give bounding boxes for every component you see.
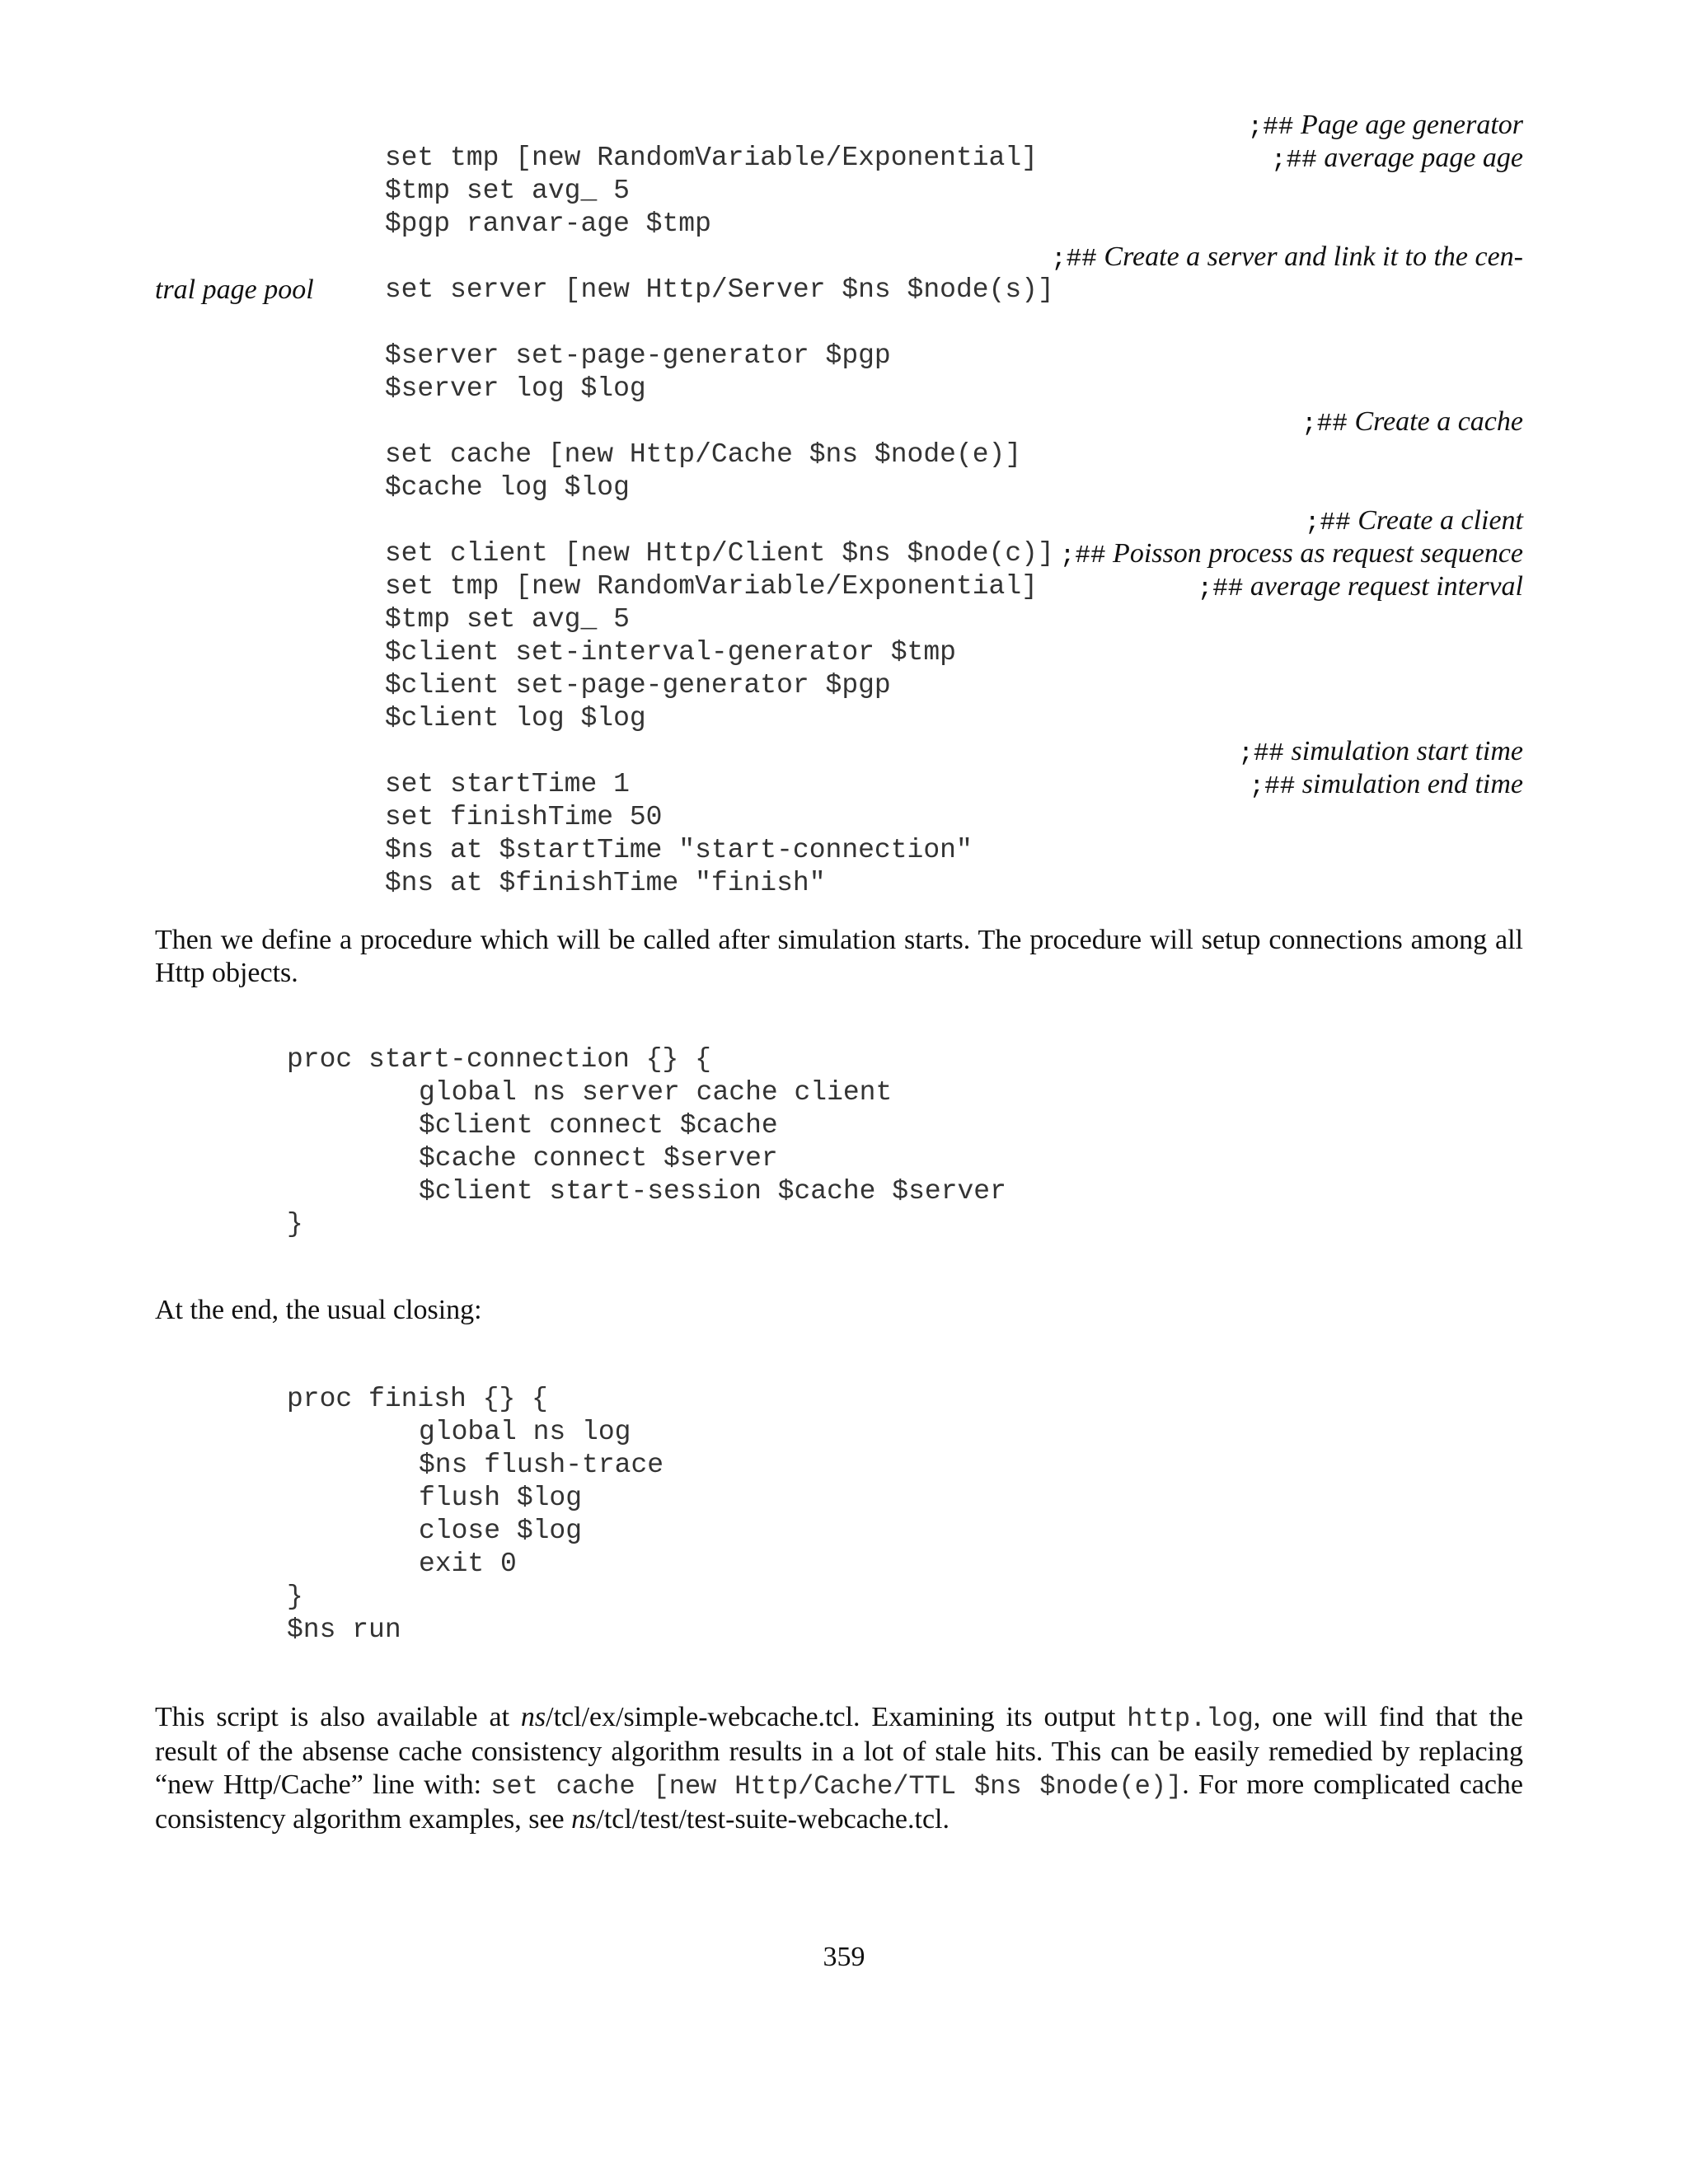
- code-text: $ns at $startTime "start-connection": [384, 835, 973, 865]
- code-comment: [1305, 504, 1523, 540]
- comment-marker: ;##: [1301, 410, 1348, 438]
- code-line: [287, 603, 1523, 668]
- code-block-finish: [287, 1383, 1523, 1647]
- code-text: $client set-interval-generator $tmp: [384, 637, 956, 668]
- comment-marker: ;##: [1059, 541, 1106, 570]
- comment-text: Create a server and link it to the cen-: [1104, 241, 1523, 272]
- code-block-script-setup: [287, 109, 1523, 898]
- code-text: $server set-page-generator $pgp: [384, 340, 891, 371]
- code-text: set tmp [new RandomVariable/Exponential]: [384, 143, 1038, 173]
- code-line: [287, 438, 1523, 503]
- code-line: [287, 307, 1523, 371]
- code-text: $cache log $log: [384, 472, 630, 503]
- code-comment: [1051, 241, 1523, 276]
- comment-text: simulation end time: [1301, 769, 1523, 799]
- code-block-start-connection: [287, 1043, 1523, 1241]
- code-comment: [1248, 109, 1523, 144]
- code-line: [287, 768, 1523, 832]
- inline-code-statement: set cache [new Http/Cache/TTL $ns $node(e)]: [490, 1771, 1183, 1802]
- code-text: proc finish {} {: [287, 1384, 548, 1414]
- comment-marker: ;##: [1051, 245, 1097, 274]
- code-line: [287, 405, 1523, 470]
- code-text: $client set-page-generator $pgp: [384, 670, 891, 701]
- code-line: [287, 1581, 1523, 1614]
- code-line: [287, 636, 1523, 701]
- code-text: $client log $log: [384, 703, 646, 733]
- code-text: exit 0: [419, 1549, 517, 1579]
- code-comment: [1060, 537, 1523, 573]
- code-line: [287, 340, 1523, 404]
- code-line: [287, 1383, 1523, 1416]
- code-text: $pgp ranvar-age $tmp: [384, 209, 711, 239]
- ns-path-prefix: ns: [571, 1804, 597, 1835]
- code-line: [287, 1142, 1523, 1175]
- code-line: [287, 1548, 1523, 1581]
- code-line: [287, 1482, 1523, 1515]
- code-text: $tmp set avg_ 5: [384, 176, 630, 206]
- code-line: [287, 1109, 1523, 1142]
- paragraph-closing-intro: At the end, the usual closing:: [155, 1295, 482, 1325]
- code-text: set cache [new Http/Cache $ns $node(e)]: [384, 439, 1022, 470]
- file-path: /tcl/test/test-suite-webcache.tcl.: [596, 1804, 950, 1835]
- code-text: $server log $log: [384, 373, 646, 404]
- code-text: $ns at $finishTime "finish": [384, 868, 826, 898]
- code-line: [287, 570, 1523, 635]
- code-line: [287, 1043, 1523, 1076]
- comment-marker: ;##: [1304, 509, 1351, 537]
- code-blank-line: [287, 702, 1523, 735]
- comment-text: average page age: [1324, 143, 1523, 173]
- code-text: }: [287, 1582, 303, 1612]
- text-run: This script is also available at: [155, 1702, 521, 1732]
- code-line: [287, 1614, 1523, 1647]
- code-text: $ns flush-trace: [419, 1450, 664, 1480]
- comment-marker: ;##: [1271, 146, 1317, 175]
- code-comment: [1301, 405, 1523, 441]
- paragraph-procedure-intro: Then we define a procedure which will be called after simulation starts. The procedure will setup connections among all Http objects.: [155, 925, 1523, 988]
- code-text: proc start-connection {} {: [287, 1044, 711, 1075]
- code-line: [287, 1175, 1523, 1208]
- code-text: $client connect $cache: [419, 1110, 778, 1141]
- comment-text: Page age generator: [1300, 110, 1523, 140]
- comment-continuation: tral page pool: [155, 274, 314, 305]
- code-text: set tmp [new RandomVariable/Exponential]: [384, 571, 1038, 602]
- code-comment: [1249, 768, 1523, 804]
- code-comment: [1271, 142, 1523, 177]
- comment-text: average request interval: [1250, 571, 1523, 602]
- code-wrap-spacer: [287, 274, 1523, 307]
- comment-text: Create a client: [1357, 505, 1523, 536]
- code-text: set finishTime 50: [384, 802, 663, 832]
- file-path: /tcl/ex/simple-webcache.tcl. Examining its output: [546, 1702, 1128, 1732]
- code-line: [287, 669, 1523, 733]
- code-text: set client [new Http/Client $ns $node(c)]: [384, 538, 1054, 569]
- code-text: set server [new Http/Server $ns $node(s)]: [384, 274, 1054, 305]
- page-number: 359: [823, 1942, 865, 1972]
- text-run: . For more complicated cache consistency algorithm examples, see: [155, 1769, 1524, 1835]
- code-text: global ns server cache client: [419, 1077, 893, 1108]
- code-line: [287, 1208, 1523, 1241]
- code-text: flush $log: [419, 1483, 583, 1513]
- code-blank-line: [287, 208, 1523, 241]
- inline-code-filename: http.log: [1127, 1704, 1254, 1734]
- code-line: [287, 241, 1523, 305]
- code-line: [287, 801, 1523, 865]
- code-comment: [1198, 570, 1523, 606]
- paragraph-script-availability: [155, 1701, 1523, 1836]
- code-comment: [1238, 735, 1523, 771]
- code-line: [287, 1515, 1523, 1548]
- text-run: , one will find that the result of the absense cache consistency algorithm results in a lot of stale hits. This can be easily remedied by replacing “new Http/Cache” line with:: [155, 1702, 1523, 1800]
- code-text: $client start-session $cache $server: [419, 1176, 1006, 1207]
- code-blank-line: [287, 471, 1523, 504]
- comment-marker: ;##: [1249, 772, 1296, 801]
- ns-path-prefix: ns: [520, 1702, 546, 1732]
- code-line: [287, 175, 1523, 239]
- code-line: [287, 1449, 1523, 1482]
- comment-text: Poisson process as request sequence: [1113, 538, 1523, 569]
- code-text: close $log: [419, 1516, 583, 1546]
- code-text: set startTime 1: [384, 769, 630, 799]
- code-text: }: [287, 1209, 303, 1240]
- comment-marker: ;##: [1247, 113, 1294, 142]
- code-line: [287, 1076, 1523, 1109]
- code-line: [287, 1416, 1523, 1449]
- code-line: [287, 834, 1523, 898]
- code-text: $ns run: [287, 1615, 401, 1645]
- code-text: global ns log: [419, 1417, 631, 1447]
- comment-marker: ;##: [1238, 739, 1285, 768]
- comment-marker: ;##: [1197, 574, 1244, 603]
- code-text: $tmp set avg_ 5: [384, 604, 630, 635]
- code-line: [287, 142, 1523, 206]
- comment-text: simulation start time: [1291, 736, 1523, 766]
- comment-text: Create a cache: [1354, 406, 1523, 437]
- code-text: $cache connect $server: [419, 1143, 778, 1174]
- code-blank-line: [287, 373, 1523, 405]
